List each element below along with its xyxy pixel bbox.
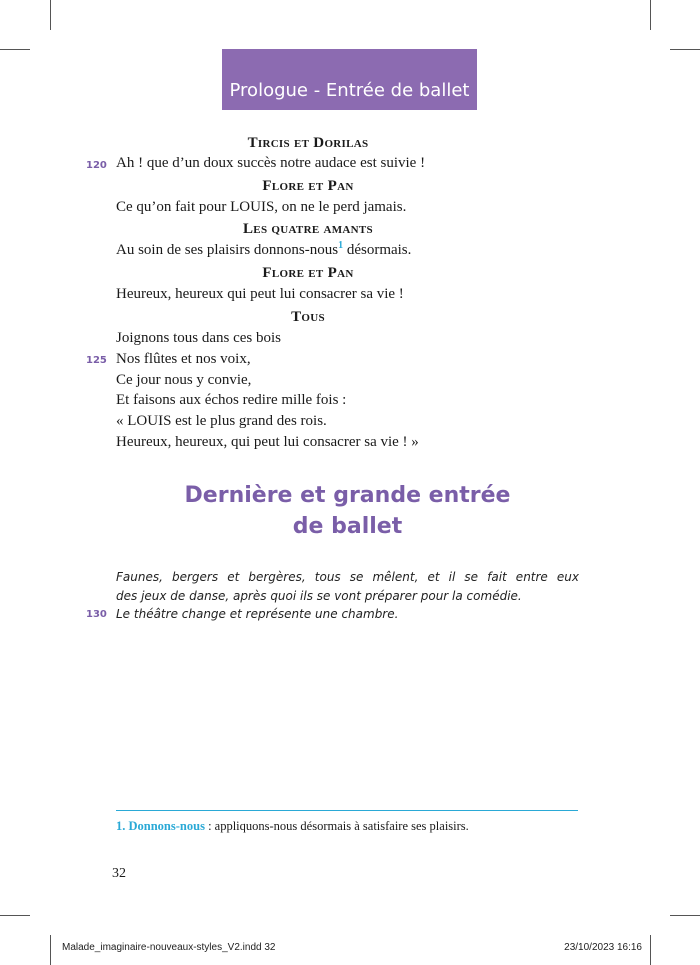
- chapter-header: [222, 49, 477, 110]
- chapter-header-title: Prologue - Entrée de ballet: [229, 80, 470, 101]
- section-title-line: de ballet: [292, 514, 403, 539]
- crop-mark: [650, 935, 651, 965]
- verse-line: Ce jour nous y convie,: [116, 372, 252, 388]
- verse-line: Ce qu’on fait pour LOUIS, on ne le perd jamais.: [116, 199, 407, 215]
- page-number: 32: [112, 866, 126, 881]
- speaker-name: Flore et Pan: [262, 265, 354, 281]
- line-number: 125: [86, 355, 107, 366]
- speaker-name: Tircis et Dorilas: [247, 135, 369, 151]
- verse-text: Au soin de ses plaisirs donnons-nous: [116, 242, 339, 258]
- verse-text: désormais.: [343, 242, 412, 258]
- stage-direction: des jeux de danse, après quoi ils se vont préparer pour la comédie.: [116, 589, 522, 603]
- section-title-line: Dernière et grande entrée: [184, 483, 511, 508]
- footnote: [116, 819, 469, 834]
- verse-line: Et faisons aux échos redire mille fois :: [116, 392, 347, 408]
- crop-mark: [670, 915, 700, 916]
- stage-direction: Le théâtre change et représente une chambre.: [116, 607, 399, 621]
- verse-line: Heureux, heureux, qui peut lui consacrer sa vie ! »: [116, 434, 419, 450]
- verse-line: Nos flûtes et nos voix,: [116, 351, 251, 367]
- crop-mark: [650, 0, 651, 30]
- line-number: 120: [86, 160, 107, 171]
- verse-line: « LOUIS est le plus grand des rois.: [116, 413, 327, 429]
- footnote-text: : appliquons-nous désormais à satisfaire ses plaisirs.: [204, 819, 469, 833]
- slug-date: 23/10/2023 16:16: [564, 942, 642, 953]
- line-number: 130: [86, 609, 107, 620]
- footnote-term: Donnons-nous: [128, 819, 205, 833]
- footnote-divider: [116, 810, 578, 811]
- verse-line: [116, 242, 411, 259]
- crop-mark: [0, 915, 30, 916]
- footnote-reference[interactable]: 1: [338, 240, 344, 251]
- speaker-name: Flore et Pan: [262, 178, 354, 194]
- speaker-name: Les quatre amants: [243, 221, 373, 237]
- speaker-name: Tous: [291, 309, 325, 325]
- verse-line: Joignons tous dans ces bois: [116, 330, 281, 346]
- crop-mark: [50, 935, 51, 965]
- stage-direction: Faunes, bergers et bergères, tous se mêlent, et il se fait entre eux: [116, 570, 579, 584]
- crop-mark: [670, 49, 700, 50]
- section-title: [116, 480, 579, 542]
- verse-line: Ah ! que d’un doux succès notre audace est suivie !: [116, 155, 426, 171]
- verse-line: Heureux, heureux qui peut lui consacrer sa vie !: [116, 286, 404, 302]
- crop-mark: [0, 49, 30, 50]
- slug-filename: Malade_imaginaire-nouveaux-styles_V2.indd 32: [62, 942, 276, 953]
- crop-mark: [50, 0, 51, 30]
- footnote-number: 1.: [116, 819, 126, 833]
